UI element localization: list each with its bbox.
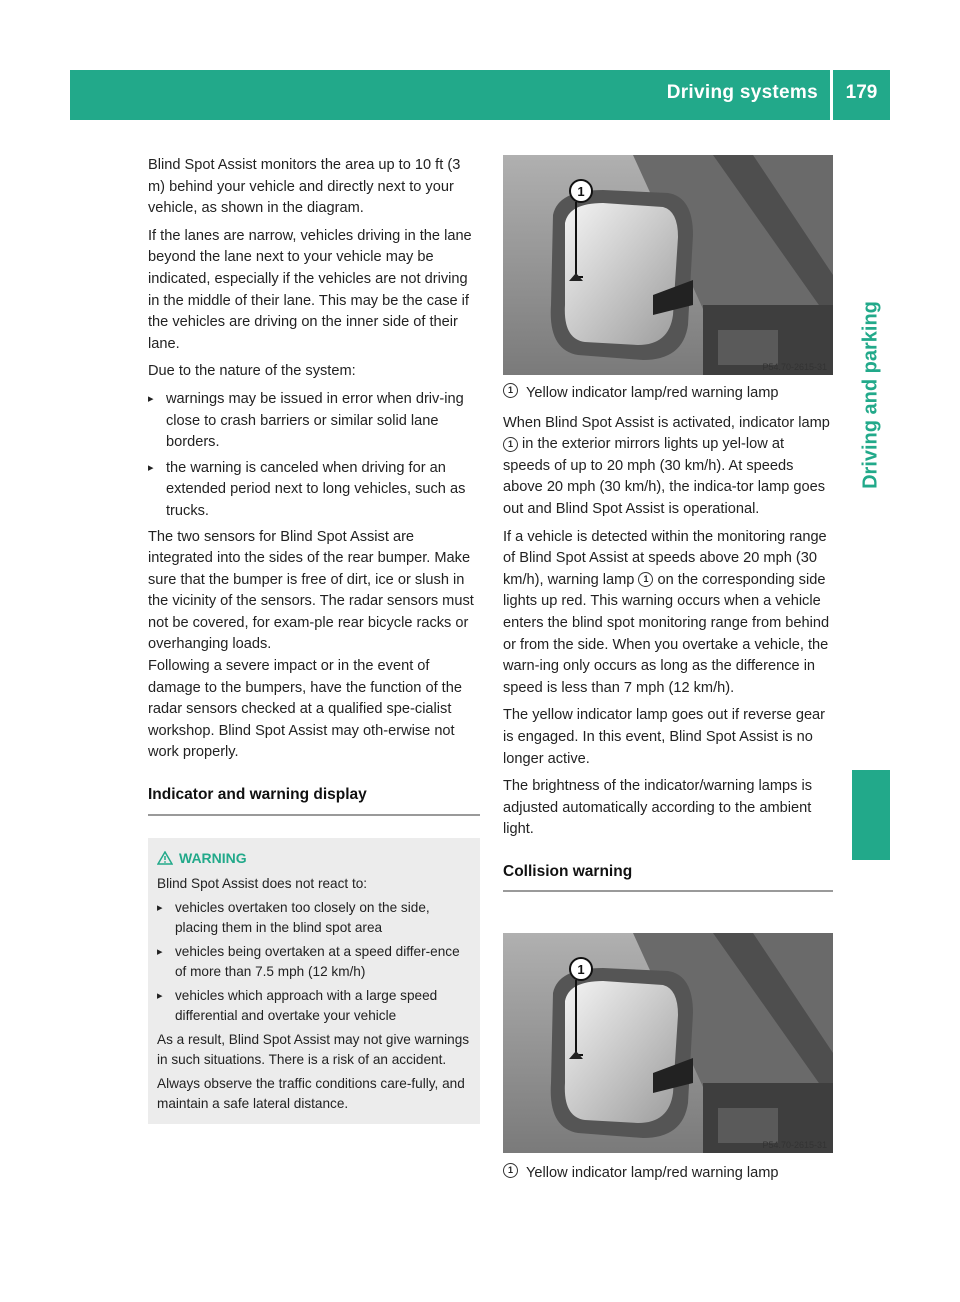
mirror-figure <box>503 155 833 375</box>
warning-title: WARNING <box>179 849 247 866</box>
paragraph: When Blind Spot Assist is activated, indicator lamp 1 in the exterior mirrors lights up yel-low at speeds of up to 20 mph (30 km/h). At speeds above 20 mph (30 km/h), the indica-tor lamp goes out and Blind Spot Assist is operational. <box>503 414 830 517</box>
bullet-icon: ▸ <box>148 392 154 405</box>
mirror-figure-2 <box>503 933 833 1153</box>
paragraph: If the lanes are narrow, vehicles driving in the lane beyond the lane next to your vehicle may be indicated, especially if the vehicles are not driving in the middle of their lane. This may be the case if the vehicles are driving on the inner side of their lane. <box>148 227 472 352</box>
warning-paragraph: As a result, Blind Spot Assist may not give warnings in such situations. There is a risk of an accident. <box>157 1031 470 1067</box>
callout-marker: 1 <box>503 1163 518 1178</box>
bullet-icon: ▸ <box>157 945 163 958</box>
mirror-illustration <box>503 155 833 375</box>
right-column <box>503 383 833 892</box>
chapter-tab-label: Driving and parking <box>859 301 882 489</box>
warning-bullet: ▸ vehicles which approach with a large speed differential and overtake your vehicle <box>157 987 438 1023</box>
paragraph: Due to the nature of the system: <box>148 363 356 380</box>
page-header <box>70 70 890 120</box>
figure-caption: 1 Yellow indicator lamp/red warning lamp <box>503 1163 833 1185</box>
warning-box <box>148 838 480 1124</box>
section-heading: Collision warning <box>503 861 833 893</box>
warning-paragraph: Always observe the traffic conditions care-fully, and maintain a safe lateral distance. <box>157 1075 465 1111</box>
warning-header <box>157 848 471 868</box>
chapter-tab-marker <box>852 770 890 860</box>
figure-code: P54.70-2615-31 <box>762 1140 827 1150</box>
mirror-illustration <box>503 933 833 1153</box>
paragraph: If a vehicle is detected within the monitoring range of Blind Spot Assist at speeds above 20 mph (30 km/h), warning lamp 1 on the corresponding side lights up red. This warning occurs when a vehicle enters the blind spot monitoring range from behind or from the side. When you overtake a vehicle, the warn-ing only occurs as long as the difference in speed is less than 7 mph (12 km/h). <box>503 528 830 696</box>
bullet-item: ▸ the warning is canceled when driving for an extended period next to long vehicles, such as trucks. <box>148 459 466 519</box>
section-heading: Indicator and warning display <box>148 784 480 816</box>
callout-marker: 1 <box>503 437 518 452</box>
paragraph: The two sensors for Blind Spot Assist are integrated into the sides of the rear bumper. Make sure that the bumper is free of dirt, ice or slush in the vicinity of the sensors. The radar sensors must not be covered, for exam-ple rear bicycle racks or overhanging loads. <box>148 528 474 653</box>
section-title: Driving systems <box>666 82 818 103</box>
warning-bullet: ▸ vehicles being overtaken at a speed differ-ence of more than 7.5 mph (12 km/h) <box>157 943 460 979</box>
figure-caption: 1 Yellow indicator lamp/red warning lamp <box>503 383 833 405</box>
figure-callout: 1 <box>577 184 585 199</box>
warning-bullet: ▸ vehicles overtaken too closely on the side, placing them in the blind spot area <box>157 899 430 935</box>
warning-intro: Blind Spot Assist does not react to: <box>157 875 368 891</box>
figure-caption-2-wrap <box>503 1163 833 1185</box>
warning-triangle-icon <box>157 851 173 865</box>
page-number: 179 <box>845 82 878 103</box>
bullet-icon: ▸ <box>157 901 163 914</box>
figure-callout: 1 <box>577 962 585 977</box>
paragraph: The brightness of the indicator/warning lamps is adjusted automatically according to the ambient light. <box>503 778 813 838</box>
paragraph: Blind Spot Assist monitors the area up to 10 ft (3 m) behind your vehicle and directly next to your vehicle, as shown in the diagram. <box>148 157 461 217</box>
bullet-icon: ▸ <box>157 989 163 1002</box>
figure-code: P54.70-2615-31 <box>762 362 827 372</box>
left-column <box>148 155 480 1124</box>
callout-marker: 1 <box>638 572 653 587</box>
callout-marker: 1 <box>503 383 518 398</box>
bullet-icon: ▸ <box>148 461 154 474</box>
paragraph: Following a severe impact or in the event of damage to the bumpers, have the function of the radar sensors checked at a qualified spe-cialist workshop. Blind Spot Assist may oth-erwise not work properly. <box>148 658 462 761</box>
paragraph: The yellow indicator lamp goes out if reverse gear is engaged. In this event, Blind Spot Assist is no longer active. <box>503 707 826 767</box>
bullet-item: ▸ warnings may be issued in error when driv-ing close to crash barriers or similar solid lane borders. <box>148 390 464 451</box>
